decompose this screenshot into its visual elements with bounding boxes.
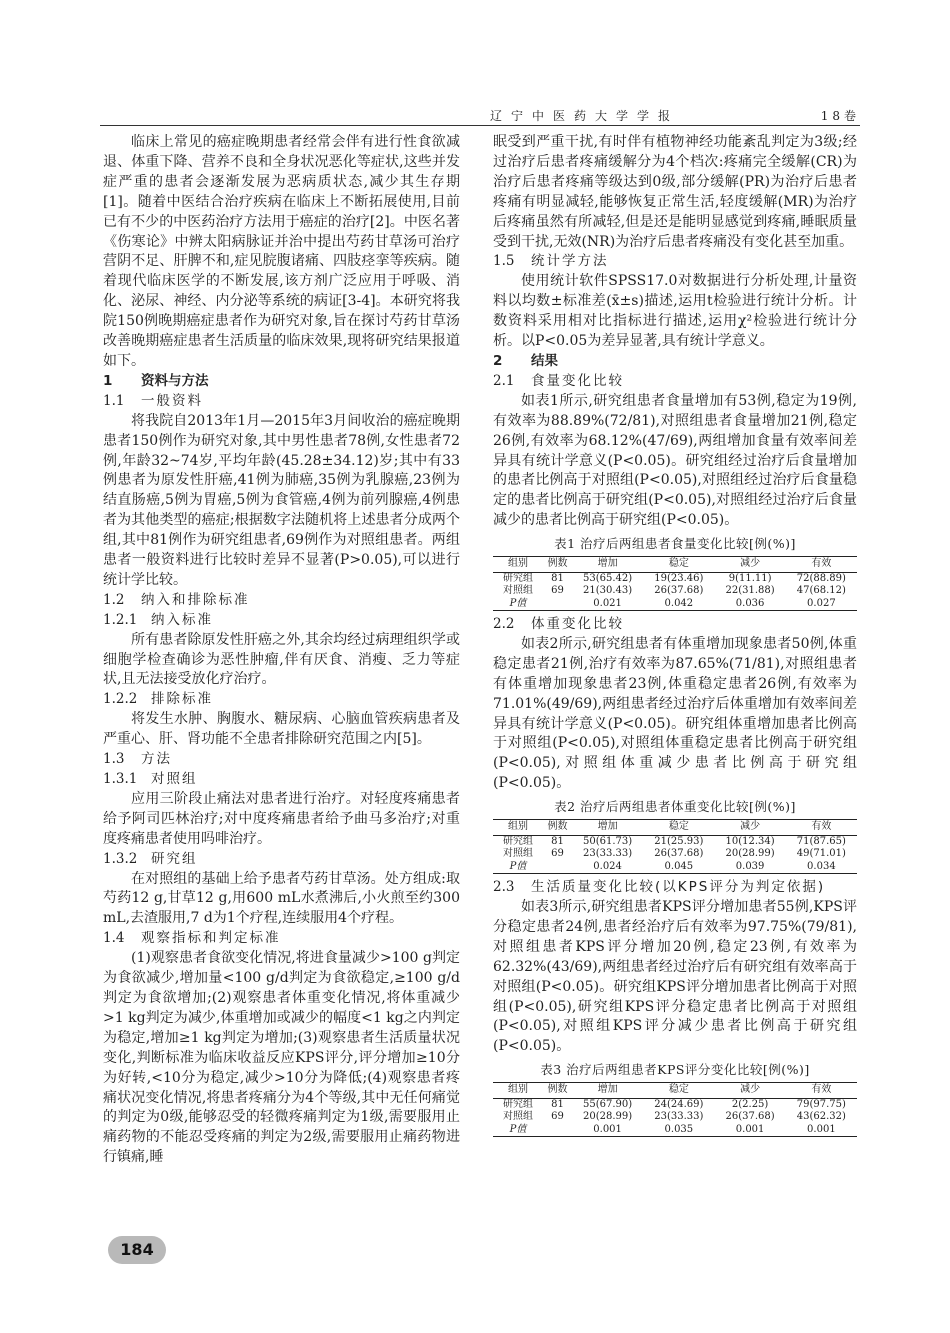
table-cell: 43(62.32) xyxy=(796,1111,846,1123)
table-cell: 26(37.68) xyxy=(725,1111,775,1123)
table-cell: 对照组 xyxy=(503,848,533,860)
table-cell xyxy=(543,1124,572,1137)
table-cell: 23(33.33) xyxy=(583,848,633,860)
table-cell: 81 xyxy=(551,835,564,847)
paragraph: 将我院自2013年1月—2015年3月间收治的癌症晚期患者150例作为研究对象,其中男性患者78例,女性患者72例,年龄32~74岁,平均年龄(45.28±34.12)岁;其中有33例患者为原发性肝癌,41例为肺癌,35例为乳腺癌,23例为结直肠癌,5例为胃癌,5例为食管癌,4例为前列腺癌,4例患者为其他类型的癌症;根据数字法随机将上述患者分成两个组,其中81例作为研究组患者,69例作为对照组患者。两组患者一般资料进行比较时差异不显著(P>0.05),可以进行统计学比较。 xyxy=(103,412,460,588)
table-header-cell: 有效 xyxy=(786,557,857,573)
table-cell: 研究组 xyxy=(503,1098,533,1110)
table-cell: 69 xyxy=(551,585,564,597)
table-header-cell: 减少 xyxy=(714,820,785,836)
section-heading: 2 结果 xyxy=(493,352,558,369)
table-header-cell: 例数 xyxy=(543,820,572,836)
table-cell: 53(65.42) xyxy=(583,572,633,584)
running-header xyxy=(100,95,860,126)
table-cell: 0.001 xyxy=(807,1123,836,1135)
table-header-cell: 稳定 xyxy=(643,557,714,573)
table-3 xyxy=(493,1082,857,1137)
intro-paragraph: 临床上常见的癌症晚期患者经常会伴有进行性食欲减退、体重下降、营养不良和全身状况恶化等症状,这些并发症严重的患者会逐渐发展为恶病质状态,减少其生存期[1]。随着中医结合治疗疾病在临床上不断拓展使用,目前已有不少的中医药治疗方法用于癌症的治疗[2]。中医名著《伤寒论》中辨太阳病脉证并治中提出芍药甘草汤可治疗营阴不足、肝脾不和,症见脘腹诸痛、四肢痉挛等疾病。随着现代临床医学的不断发展,该方剂广泛应用于呼吸、消化、泌尿、神经、内分泌等系统的病证[3-4]。本研究将我院150例晚期癌症患者作为研究对象,旨在探讨芍药甘草汤改善晚期癌症患者生活质量的临床效果,现将研究结果报道如下。 xyxy=(103,134,460,369)
table-header-cell: 组别 xyxy=(493,1083,543,1099)
paragraph: 眠受到严重干扰,有时伴有植物神经功能紊乱判定为3级;经过治疗后患者疼痛缓解分为4个档次:疼痛完全缓解(CR)为治疗后患者疼痛等级达到0级,部分缓解(PR)为治疗后患者疼痛有明显减轻,能够恢复正常生活,轻度缓解(MR)为治疗后疼痛虽然有所减轻,但是还是能明显感觉到疼痛,睡眠质量受到干扰,无效(NR)为治疗后患者疼痛没有变化甚至加重。 xyxy=(493,134,857,250)
section-heading: 1 资料与方法 xyxy=(103,372,209,389)
subsubsection-heading: 1.3.1 对照组 xyxy=(103,771,198,787)
table-row xyxy=(493,861,857,874)
table-cell: 69 xyxy=(551,848,564,860)
table-cell: 20(28.99) xyxy=(725,848,775,860)
table-cell: 21(25.93) xyxy=(654,835,704,847)
table-row xyxy=(493,848,857,861)
paragraph: 所有患者除原发性肝癌之外,其余均经过病理组织学或细胞学检查确诊为恶性肿瘤,伴有厌食、消瘦、乏力等症状,且无法接受放化疗治疗。 xyxy=(103,631,460,688)
table-cell: 81 xyxy=(551,1098,564,1110)
subsection-heading: 2.1 食量变化比较 xyxy=(493,372,624,389)
table-header-cell: 组别 xyxy=(493,820,543,836)
table-row xyxy=(493,585,857,598)
table-row xyxy=(493,1111,857,1124)
table-cell xyxy=(543,861,572,874)
paragraph: 应用三阶段止痛法对患者进行治疗。对轻度疼痛患者给予阿司匹林治疗;对中度疼痛患者给予曲马多治疗;对重度疼痛患者使用吗啡治疗。 xyxy=(103,790,460,847)
table-cell: 22(31.88) xyxy=(725,585,775,597)
table-cell: 0.027 xyxy=(807,597,836,609)
table-header-cell: 减少 xyxy=(714,557,785,573)
table-cell: 21(30.43) xyxy=(583,585,633,597)
table-caption: 表1 治疗后两组患者食量变化比较[例(%)] xyxy=(554,536,796,552)
table-row xyxy=(493,572,857,585)
table-row xyxy=(493,1124,857,1137)
subsection-heading: 1.4 观察指标和判定标准 xyxy=(103,930,281,947)
table-cell: 对照组 xyxy=(503,1111,533,1123)
table-header-cell: 减少 xyxy=(714,1083,785,1099)
table-cell: 26(37.68) xyxy=(654,585,704,597)
table-cell: 2(2.25) xyxy=(731,1098,769,1110)
table-cell: 0.001 xyxy=(735,1123,765,1135)
left-column xyxy=(103,133,460,1168)
table-row xyxy=(493,598,857,611)
right-column xyxy=(493,133,857,1141)
paragraph: 如表3所示,研究组患者KPS评分增加患者55例,KPS评分稳定患者24例,患者经治疗后有效率为97.75%(79/81),对照组患者KPS评分增加20例,稳定23例,有效率为62.32%(43/69),两组患者经过治疗后有研究组有效率高于对照组(P<0.05)。研究组KPS评分增加患者比例高于对照组(P<0.05),研究组KPS评分稳定患者比例高于对照组(P<0.05),对照组KPS评分减少患者比例高于研究组(P<0.05)。 xyxy=(493,899,857,1055)
table-cell: 26(37.68) xyxy=(654,848,704,860)
table-2 xyxy=(493,819,857,874)
subsection-heading: 1.5 统计学方法 xyxy=(493,253,609,270)
table-cell: 55(67.90) xyxy=(583,1098,633,1110)
table-cell: P值 xyxy=(509,1123,527,1135)
table-row xyxy=(493,1098,857,1111)
table-header-cell: 例数 xyxy=(543,557,572,573)
subsubsection-heading: 1.3.2 研究组 xyxy=(103,850,198,867)
subsubsection-heading: 1.2.1 纳入标准 xyxy=(103,611,213,628)
paragraph: 如表1所示,研究组患者食量增加有53例,稳定为19例,有效率为88.89%(72/81),对照组患者食量增加21例,稳定26例,有效率为68.12%(47/69),两组增加食量有效率间差异具有统计学意义(P<0.05)。研究组经过治疗后食量增加的患者比例高于对照组(P<0.05),对照组经过治疗后食量稳定的患者比例高于研究组(P<0.05),对照组经过治疗后食量减少的患者比例高于研究组(P<0.05)。 xyxy=(493,392,857,529)
subsection-heading: 1.1 一般资料 xyxy=(103,392,203,409)
table-cell: 0.034 xyxy=(807,860,836,872)
table-1 xyxy=(493,556,857,611)
table-cell: 0.024 xyxy=(593,860,622,872)
subsubsection-heading: 1.2.2 排除标准 xyxy=(103,691,213,708)
paragraph: (1)观察患者食欲变化情况,将进食量减少>100 g判定为食欲减少,增加量<100 g/d判定为食欲稳定,≥100 g/d判定为食欲增加;(2)观察患者体重变化情况,将体重减少>1 kg判定为减少,体重增加或减少的幅度<1 kg之内判定为稳定,增加≥1 kg判定为增加;(3)观察患者生活质量状况变化,判断标准为临床收益反应KPS评分,评分增加≥10分为好转,<10分为稳定,减少>10分为降低;(4)观察患者疼痛状况变化情况,将患者疼痛分为4个等级,其中无任何痛觉的判定为0级,能够忍受的轻微疼痛判定为1级,需要服用止痛药物的不能忍受疼痛的判定为2级,需要服用止痛药物进行镇痛,睡 xyxy=(103,950,460,1166)
table-cell: 81 xyxy=(551,572,564,584)
table-cell: 72(88.89) xyxy=(796,572,846,584)
table-header-cell: 增加 xyxy=(572,557,643,573)
table-header-cell: 有效 xyxy=(786,1083,857,1099)
paragraph: 将发生水肿、胸腹水、糖尿病、心脑血管疾病患者及严重心、肝、肾功能不全患者排除研究范围之内[5]。 xyxy=(103,711,460,748)
table-cell: 19(23.46) xyxy=(654,572,704,584)
table-cell: 9(11.11) xyxy=(728,572,772,584)
table-cell: 0.039 xyxy=(735,860,765,872)
table-caption: 表2 治疗后两组患者体重变化比较[例(%)] xyxy=(554,799,796,815)
table-cell: 0.045 xyxy=(664,860,694,872)
table-header-cell: 增加 xyxy=(572,820,643,836)
table-cell: 10(12.34) xyxy=(725,835,775,847)
table-cell: P值 xyxy=(509,860,527,872)
volume-label: 18卷 xyxy=(820,109,860,123)
table-cell: 71(87.65) xyxy=(796,835,846,847)
table-header-cell: 稳定 xyxy=(643,820,714,836)
table-header-cell: 稳定 xyxy=(643,1083,714,1099)
table-cell: 0.036 xyxy=(735,597,765,609)
table-cell: 23(33.33) xyxy=(654,1111,704,1123)
table-cell: 79(97.75) xyxy=(796,1098,846,1110)
table-cell: 47(68.12) xyxy=(796,585,846,597)
paragraph: 如表2所示,研究组患者有体重增加现象患者50例,体重稳定患者21例,治疗有效率为87.65%(71/81),对照组患者有体重增加现象患者23例,体重稳定患者26例,有效率为71.01%(49/69),两组患者经过治疗后体重增加有效率间差异具有统计学意义(P<0.05)。研究组体重增加患者比例高于对照组(P<0.05),对照组体重稳定患者比例高于研究组(P<0.05),对照组体重减少患者比例高于研究组(P<0.05)。 xyxy=(493,635,857,792)
table-cell: 69 xyxy=(551,1111,564,1123)
table-cell xyxy=(543,598,572,611)
paragraph: 在对照组的基础上给予患者芍药甘草汤。处方组成:取芍药12 g,甘草12 g,用600 mL水煮沸后,小火煎至约300 mL,去渣服用,7 d为1个疗程,连续服用4个疗程。 xyxy=(103,870,460,927)
subsection-heading: 2.2 体重变化比较 xyxy=(493,616,624,633)
table-cell: 49(71.01) xyxy=(796,848,846,860)
table-caption: 表3 治疗后两组患者KPS评分变化比较[例(%)] xyxy=(540,1062,810,1078)
table-cell: 50(61.73) xyxy=(583,835,633,847)
table-cell: 0.042 xyxy=(664,597,694,609)
subsection-heading: 2.3 生活质量变化比较(以KPS评分为判定依据) xyxy=(493,879,826,896)
table-cell: 0.035 xyxy=(664,1123,694,1135)
table-cell: P值 xyxy=(509,597,527,609)
table-cell: 20(28.99) xyxy=(583,1111,633,1123)
table-row xyxy=(493,835,857,848)
table-header-cell: 有效 xyxy=(786,820,857,836)
table-header-cell: 组别 xyxy=(493,557,543,573)
table-cell: 研究组 xyxy=(503,572,533,584)
subsection-heading: 1.2 纳入和排除标准 xyxy=(103,591,250,608)
table-cell: 研究组 xyxy=(503,835,533,847)
journal-title: 辽宁中医药大学学报 xyxy=(490,109,680,123)
table-cell: 0.021 xyxy=(593,597,622,609)
table-cell: 0.001 xyxy=(593,1123,622,1135)
table-header-cell: 增加 xyxy=(572,1083,643,1099)
table-cell: 24(24.69) xyxy=(654,1098,704,1110)
paragraph: 使用统计软件SPSS17.0对数据进行分析处理,计量资料以均数±标准差(x̄±s)描述,运用t检验进行统计分析。计数资料采用相对比指标进行描述,运用χ²检验进行统计分析。以P<0.05为差异显著,具有统计学意义。 xyxy=(493,273,857,350)
page-number: 184 xyxy=(108,1236,166,1264)
table-cell: 对照组 xyxy=(503,585,533,597)
table-header-cell: 例数 xyxy=(543,1083,572,1099)
subsection-heading: 1.3 方法 xyxy=(103,751,172,768)
